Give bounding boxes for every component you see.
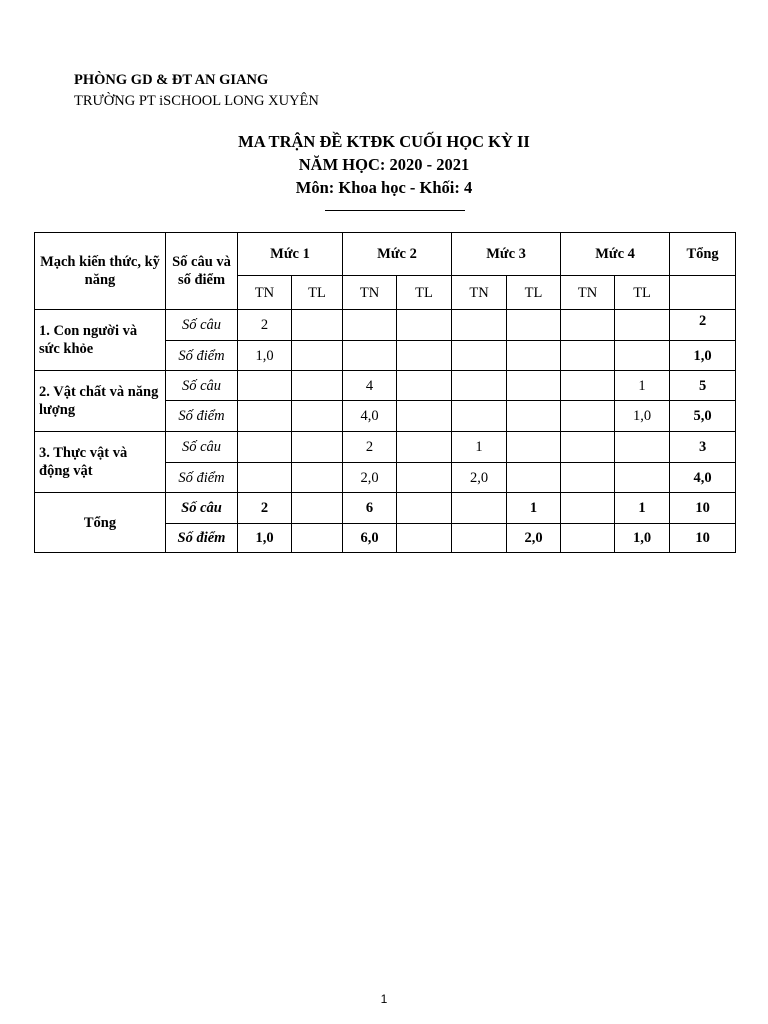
table-cell: 2 bbox=[238, 310, 292, 341]
table-cell bbox=[292, 463, 343, 493]
table-cell bbox=[452, 401, 507, 432]
table-cell bbox=[397, 493, 452, 524]
table-cell bbox=[292, 310, 343, 341]
row-label-score: Số điểm bbox=[166, 463, 238, 493]
row-total: 2 bbox=[670, 310, 736, 341]
table-cell: 2 bbox=[343, 432, 397, 463]
table-cell bbox=[397, 371, 452, 401]
table-cell bbox=[292, 524, 343, 553]
table-cell bbox=[507, 463, 561, 493]
table-cell bbox=[397, 524, 452, 553]
table-row bbox=[35, 432, 736, 463]
table-cell: 2,0 bbox=[343, 463, 397, 493]
subheader-tl: TL bbox=[615, 276, 670, 310]
row-label-score: Số điểm bbox=[166, 341, 238, 371]
table-cell bbox=[507, 432, 561, 463]
table-cell bbox=[452, 310, 507, 341]
table-cell bbox=[238, 401, 292, 432]
subject-grade: Môn: Khoa học - Khối: 4 bbox=[295, 178, 473, 197]
subheader-tl: TL bbox=[507, 276, 561, 310]
table-cell bbox=[292, 371, 343, 401]
row-label-score: Số điểm bbox=[166, 401, 238, 432]
table-cell bbox=[397, 432, 452, 463]
table-cell bbox=[397, 463, 452, 493]
topic-label: 2. Vật chất và năng lượng bbox=[35, 371, 166, 432]
title-underline bbox=[325, 210, 465, 211]
row-total: 5,0 bbox=[670, 401, 736, 432]
table-cell bbox=[561, 432, 615, 463]
subheader-tl: TL bbox=[397, 276, 452, 310]
total-row bbox=[35, 493, 736, 524]
table-cell bbox=[507, 310, 561, 341]
table-row bbox=[35, 310, 736, 341]
table-cell: 6,0 bbox=[343, 524, 397, 553]
table-cell bbox=[507, 371, 561, 401]
table-cell bbox=[397, 310, 452, 341]
header-count-score: Số câu và số điểm bbox=[166, 233, 238, 310]
table-cell bbox=[615, 463, 670, 493]
table-cell: 4,0 bbox=[343, 401, 397, 432]
table-cell bbox=[452, 341, 507, 371]
table-cell: 1 bbox=[615, 371, 670, 401]
table-cell: 2,0 bbox=[452, 463, 507, 493]
row-total: 3 bbox=[670, 432, 736, 463]
grand-total: 10 bbox=[670, 524, 736, 553]
page-number: 1 bbox=[380, 992, 388, 1006]
table-cell bbox=[292, 341, 343, 371]
header-knowledge: Mạch kiến thức, kỹ năng bbox=[35, 233, 166, 310]
table-cell bbox=[292, 401, 343, 432]
table-cell bbox=[561, 371, 615, 401]
header-level-2: Mức 2 bbox=[343, 233, 452, 276]
table-cell bbox=[238, 371, 292, 401]
table-cell: 1,0 bbox=[615, 401, 670, 432]
table-cell: 2 bbox=[238, 493, 292, 524]
subheader-tn: TN bbox=[561, 276, 615, 310]
table-cell: 1 bbox=[507, 493, 561, 524]
header-total: Tổng bbox=[670, 233, 736, 276]
subheader-tn: TN bbox=[238, 276, 292, 310]
department-name: PHÒNG GD & ĐT AN GIANG bbox=[74, 72, 269, 88]
header-level-1: Mức 1 bbox=[238, 233, 343, 276]
school-name: TRƯỜNG PT iSCHOOL LONG XUYÊN bbox=[74, 93, 319, 109]
table-cell bbox=[615, 432, 670, 463]
table-cell: 1,0 bbox=[615, 524, 670, 553]
table-cell bbox=[561, 493, 615, 524]
subheader-tn: TN bbox=[452, 276, 507, 310]
table-cell bbox=[452, 524, 507, 553]
table-cell bbox=[561, 401, 615, 432]
document-title: MA TRẬN ĐỀ KTĐK CUỐI HỌC KỲ II bbox=[238, 132, 530, 151]
row-label-score: Số điểm bbox=[166, 524, 238, 553]
table-cell bbox=[397, 401, 452, 432]
table-cell bbox=[561, 524, 615, 553]
subheader-tn: TN bbox=[343, 276, 397, 310]
table-cell: 1,0 bbox=[238, 341, 292, 371]
row-total: 5 bbox=[670, 371, 736, 401]
table-cell bbox=[397, 341, 452, 371]
table-cell bbox=[561, 463, 615, 493]
row-label-count: Số câu bbox=[166, 310, 238, 341]
table-cell bbox=[561, 341, 615, 371]
table-cell bbox=[238, 463, 292, 493]
row-label-count: Số câu bbox=[166, 493, 238, 524]
topic-label: 3. Thực vật và động vật bbox=[35, 432, 166, 493]
table-cell bbox=[343, 341, 397, 371]
table-cell: 1 bbox=[615, 493, 670, 524]
table-cell: 4 bbox=[343, 371, 397, 401]
row-total: 1,0 bbox=[670, 341, 736, 371]
grand-total: 10 bbox=[670, 493, 736, 524]
table-cell bbox=[615, 341, 670, 371]
topic-label: 1. Con người và sức khỏe bbox=[35, 310, 166, 371]
subheader-tl: TL bbox=[292, 276, 343, 310]
row-total: 4,0 bbox=[670, 463, 736, 493]
subheader-total-blank bbox=[670, 276, 736, 310]
table-cell bbox=[343, 310, 397, 341]
table-row bbox=[35, 371, 736, 401]
table-cell bbox=[561, 310, 615, 341]
row-label-count: Số câu bbox=[166, 371, 238, 401]
school-year: NĂM HỌC: 2020 - 2021 bbox=[298, 155, 470, 174]
table-cell bbox=[507, 401, 561, 432]
table-cell bbox=[452, 371, 507, 401]
header-row bbox=[35, 233, 736, 276]
table-cell: 6 bbox=[343, 493, 397, 524]
table-cell: 1,0 bbox=[238, 524, 292, 553]
table-cell bbox=[615, 310, 670, 341]
total-label: Tổng bbox=[35, 493, 166, 553]
table-cell bbox=[452, 493, 507, 524]
row-label-count: Số câu bbox=[166, 432, 238, 463]
table-cell bbox=[292, 493, 343, 524]
table-cell bbox=[292, 432, 343, 463]
table-cell: 1 bbox=[452, 432, 507, 463]
table-cell bbox=[238, 432, 292, 463]
header-level-4: Mức 4 bbox=[561, 233, 670, 276]
header-level-3: Mức 3 bbox=[452, 233, 561, 276]
table-cell: 2,0 bbox=[507, 524, 561, 553]
table-cell bbox=[507, 341, 561, 371]
test-matrix-table bbox=[34, 232, 736, 553]
